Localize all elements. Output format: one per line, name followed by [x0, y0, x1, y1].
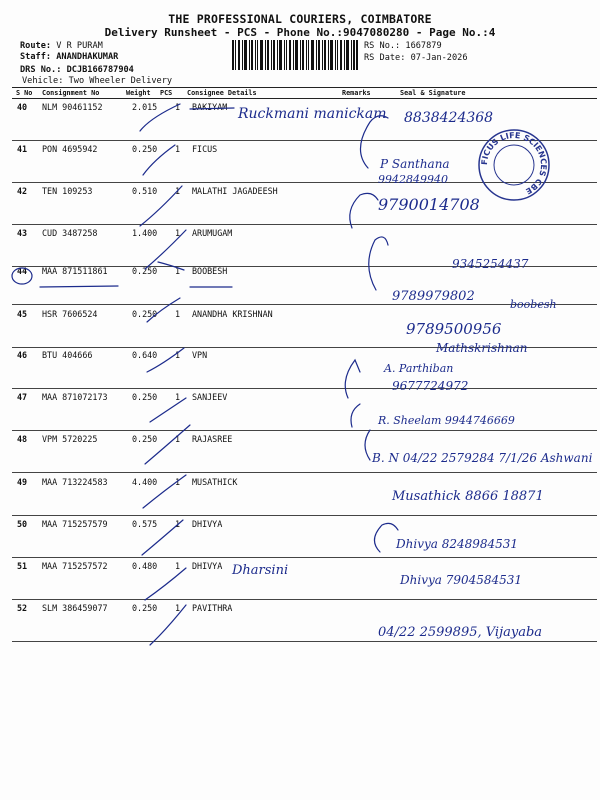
row-separator: [12, 641, 597, 642]
row-consignment-no: HSR 7606524: [42, 309, 98, 319]
row-pcs: 1: [175, 309, 181, 319]
sig-46: [345, 360, 360, 398]
hw-r40-name: Ruckmani manickam: [238, 106, 387, 122]
row-separator: [12, 515, 597, 516]
hw-r42-phone: 9790014708: [378, 195, 480, 214]
row-pcs: 1: [175, 561, 181, 571]
vehicle-line: [22, 76, 172, 86]
row-consignee: MUSATHICK: [192, 477, 238, 487]
row-sno: 49: [17, 477, 28, 487]
row-sno: 43: [17, 228, 28, 238]
row-weight: 1.400: [132, 228, 158, 238]
row-sno: 50: [17, 519, 28, 529]
row-sno: 52: [17, 603, 28, 613]
row-weight: 0.250: [132, 309, 158, 319]
row-consignee: DHIVYA: [192, 561, 223, 571]
row-sno: 40: [17, 102, 28, 112]
row-weight: 0.250: [132, 434, 158, 444]
row-sno: 47: [17, 392, 28, 402]
row-weight: 4.400: [132, 477, 158, 487]
rs-no-value: 1667879: [405, 41, 442, 51]
row-consignment-no: PON 4695942: [42, 144, 98, 154]
row-consignee: RAJASREE: [192, 434, 233, 444]
col-remarks: Remarks: [342, 89, 371, 97]
hw-r46-name: A. Parthiban: [384, 362, 454, 375]
route-label: Route:: [20, 41, 52, 51]
company-seal-stamp: [476, 127, 552, 203]
barcode: [232, 40, 358, 70]
sig-43: [369, 237, 388, 290]
row-pcs: 1: [175, 434, 181, 444]
row-pcs: 1: [175, 350, 181, 360]
row-pcs: 1: [175, 477, 181, 487]
rs-no-label: RS No.:: [364, 41, 401, 51]
row-weight: 0.250: [132, 266, 158, 276]
sig-47: [351, 404, 360, 427]
drs-value: DCJB166787904: [66, 65, 134, 75]
row-pcs: 1: [175, 603, 181, 613]
row-separator: [12, 304, 597, 305]
staff-value: ANANDHAKUMAR: [56, 52, 119, 62]
rs-date-label: RS Date:: [364, 53, 406, 63]
row-consignment-no: CUD 3487258: [42, 228, 98, 238]
row-separator: [12, 472, 597, 473]
row-weight: 0.640: [132, 350, 158, 360]
staff-label: Staff:: [20, 52, 52, 62]
row-consignee: PAVITHRA: [192, 603, 233, 613]
row-sno: 44: [17, 266, 28, 276]
hw-r45-phone: 9789500956: [406, 320, 502, 338]
col-consignment: Consignment No: [42, 89, 100, 97]
sig-40: [360, 116, 388, 168]
stamp-ring-text: FICUS LIFE SCIENCES CBE: [479, 130, 549, 196]
hw-r45-name: Mathskrishnan: [436, 341, 528, 355]
row-consignment-no: SLM 386459077: [42, 603, 108, 613]
row-sno: 42: [17, 186, 28, 196]
underline-44-cno: [40, 286, 118, 287]
svg-text:FICUS LIFE SCIENCES CBE: [480, 131, 548, 196]
route-line: [20, 41, 103, 51]
row-pcs: 1: [175, 519, 181, 529]
row-weight: 0.250: [132, 144, 158, 154]
row-weight: 0.250: [132, 603, 158, 613]
hw-r40-phone: 8838424368: [404, 110, 494, 126]
col-weight: Weight: [126, 89, 151, 97]
row-weight: 0.250: [132, 392, 158, 402]
row-pcs: 1: [175, 186, 181, 196]
vehicle-value: Two Wheeler Delivery: [68, 76, 173, 86]
row-sno: 51: [17, 561, 28, 571]
row-weight: 0.575: [132, 519, 158, 529]
row-consignee: DHIVYA: [192, 519, 223, 529]
rs-no-line: [364, 41, 442, 51]
vehicle-label: Vehicle:: [22, 76, 64, 86]
row-sno: 45: [17, 309, 28, 319]
row-pcs: 1: [175, 144, 181, 154]
row-weight: 0.480: [132, 561, 158, 571]
row-consignee: SANJEEV: [192, 392, 228, 402]
hw-r41-name: P Santhana: [380, 157, 450, 171]
route-value: V R PURAM: [56, 41, 103, 51]
row-consignment-no: TEN 109253: [42, 186, 93, 196]
row-pcs: 1: [175, 102, 181, 112]
row-consignment-no: VPM 5720225: [42, 434, 98, 444]
row-sno: 48: [17, 434, 28, 444]
row-consignee: BAKIYAM: [192, 102, 228, 112]
row-weight: 2.015: [132, 102, 158, 112]
company-title: THE PROFESSIONAL COURIERS, COIMBATORE: [168, 12, 432, 26]
row-separator: [12, 347, 597, 348]
hw-r52-text: 04/22 2599895, Vijayaba: [378, 625, 543, 640]
row-consignment-no: MAA 713224583: [42, 477, 108, 487]
hw-r48-text: B. N 04/22 2579284 7/1/26 Ashwani: [372, 451, 593, 465]
hw-r41-phone: 9942849940: [378, 173, 448, 186]
hw-r46-phone: 9677724972: [392, 379, 469, 393]
hw-r51-name: Dharsini: [232, 563, 289, 578]
row-sno: 46: [17, 350, 28, 360]
hw-r43-phone: 9345254437: [452, 257, 529, 271]
row-consignment-no: MAA 871511861: [42, 266, 108, 276]
rs-date-line: [364, 53, 468, 63]
row-consignment-no: MAA 871072173: [42, 392, 108, 402]
hw-r47-text: R. Sheelam 9944746669: [378, 414, 515, 427]
row-sno: 41: [17, 144, 28, 154]
row-separator: [12, 224, 597, 225]
row-consignee: ARUMUGAM: [192, 228, 233, 238]
hw-r49-text: Musathick 8866 18871: [392, 489, 544, 504]
row-separator: [12, 599, 597, 600]
col-consignee: Consignee Details: [187, 89, 257, 97]
rs-date-value: 07-Jan-2026: [410, 53, 468, 63]
header-top-rule: [12, 87, 597, 88]
row-consignee: MALATHI JAGADEESH: [192, 186, 278, 196]
row-pcs: 1: [175, 392, 181, 402]
row-consignment-no: NLM 90461152: [42, 102, 103, 112]
row-consignee: VPN: [192, 350, 208, 360]
hw-r44-name: boobesh: [510, 298, 557, 311]
row-separator: [12, 430, 597, 431]
col-pcs: PCS: [160, 89, 173, 97]
sig-42: [350, 193, 378, 228]
drs-line: [20, 65, 134, 75]
row-weight: 0.510: [132, 186, 158, 196]
drs-label: DRS No.:: [20, 65, 62, 75]
row-consignment-no: MAA 715257579: [42, 519, 108, 529]
hw-r50-text: Dhivya 8248984531: [396, 537, 519, 551]
col-sno: S No: [16, 89, 33, 97]
col-signature: Seal & Signature: [400, 89, 466, 97]
row-separator: [12, 388, 597, 389]
hw-r44-phone: 9789979802: [392, 289, 475, 304]
sig-48: [365, 430, 370, 460]
row-pcs: 1: [175, 228, 181, 238]
row-consignment-no: BTU 404666: [42, 350, 93, 360]
row-consignment-no: MAA 715257572: [42, 561, 108, 571]
header-bottom-rule: [12, 98, 597, 99]
sig-50: [374, 523, 398, 552]
runsheet-subtitle: Delivery Runsheet - PCS - Phone No.:9047080280 - Page No.:4: [104, 26, 496, 39]
row-consignee: BOOBESH: [192, 266, 228, 276]
row-pcs: 1: [175, 266, 181, 276]
row-consignee: FICUS: [192, 144, 218, 154]
row-consignee: ANANDHA KRISHNAN: [192, 309, 273, 319]
row-separator: [12, 557, 597, 558]
hw-r51-text: Dhivya 7904584531: [400, 573, 523, 587]
tick-51: [145, 568, 186, 600]
staff-line: [20, 52, 118, 62]
